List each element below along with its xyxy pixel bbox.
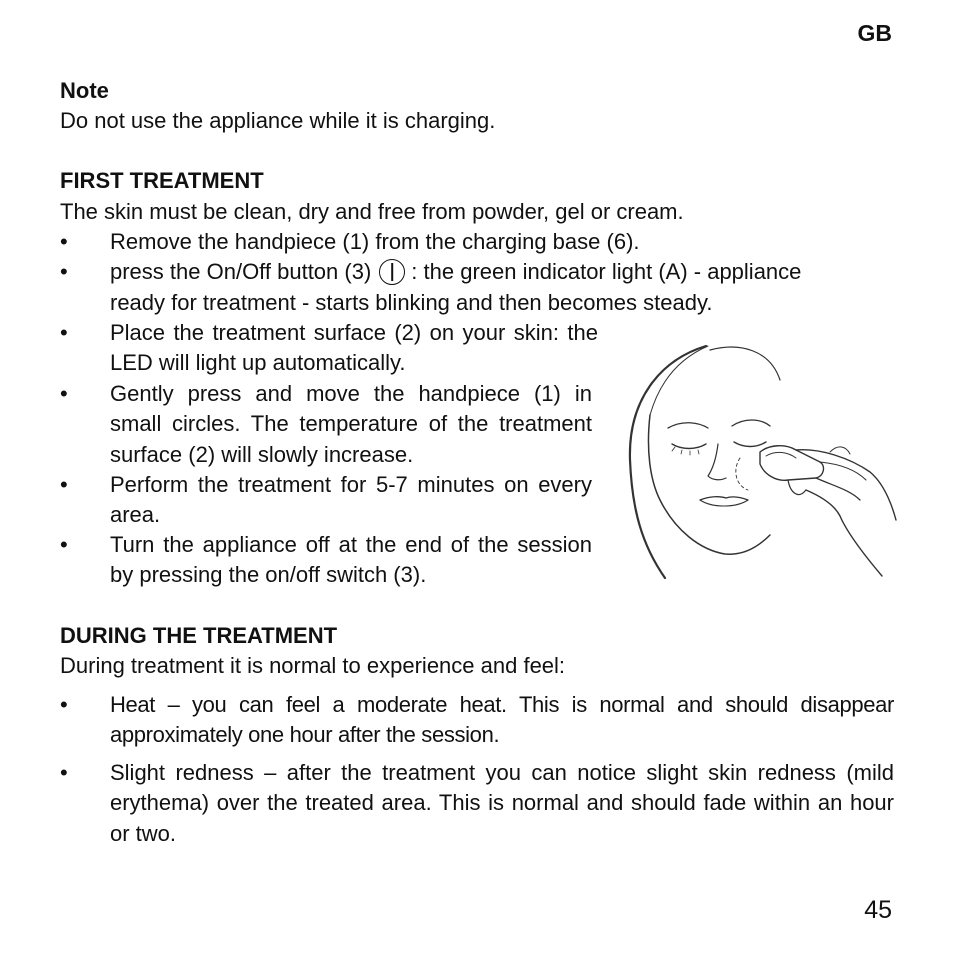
bullet-press-onoff-part2: : the green indicator light (A) - appliance	[411, 259, 802, 284]
language-code: GB	[857, 20, 892, 46]
bullet-symbol: •	[60, 472, 68, 497]
first-treatment-intro: The skin must be clean, dry and free from powder, gel or cream.	[60, 199, 684, 224]
bullet-press-onoff-part1: press the On/Off button (3)	[110, 259, 372, 284]
bullet-symbol: •	[60, 381, 68, 406]
bullet-slight-redness: Slight redness – after the treatment you can notice slight skin redness (mild erythema) over the treated area. This is normal and should fade within an hour or two.	[110, 760, 894, 846]
face-treatment-illustration	[620, 340, 900, 585]
bullet-gently-press: Gently press and move the handpiece (1) in small circles. The temperature of the treatment surface (2) will slowly increase.	[110, 381, 592, 467]
note-text: Do not use the appliance while it is charging.	[60, 108, 496, 133]
bullet-press-onoff-line2: ready for treatment - starts blinking and then becomes steady.	[110, 290, 713, 315]
during-treatment-heading: DURING THE TREATMENT	[60, 623, 338, 648]
during-treatment-intro: During treatment it is normal to experience and feel:	[60, 653, 566, 678]
bullet-press-onoff	[110, 257, 801, 287]
bullet-symbol: •	[60, 259, 68, 284]
bullet-turn-off: Turn the appliance off at the end of the session by pressing the on/off switch (3).	[110, 532, 592, 588]
bullet-place-surface: Place the treatment surface (2) on your skin: the LED will light up automatically.	[110, 320, 598, 376]
first-treatment-heading: FIRST TREATMENT	[60, 168, 264, 193]
bullet-symbol: •	[60, 320, 68, 345]
power-button-icon	[379, 259, 405, 285]
bullet-remove-handpiece: Remove the handpiece (1) from the charging base (6).	[110, 229, 640, 254]
bullet-symbol: •	[60, 760, 68, 785]
page-number: 45	[864, 896, 892, 924]
bullet-symbol: •	[60, 229, 68, 254]
note-heading: Note	[60, 78, 109, 103]
bullet-perform-treatment: Perform the treatment for 5-7 minutes on every area.	[110, 472, 592, 528]
bullet-symbol: •	[60, 692, 68, 717]
bullet-heat: Heat – you can feel a moderate heat. This is normal and should disappear approximately one hour after the session.	[110, 692, 894, 748]
bullet-symbol: •	[60, 532, 68, 557]
